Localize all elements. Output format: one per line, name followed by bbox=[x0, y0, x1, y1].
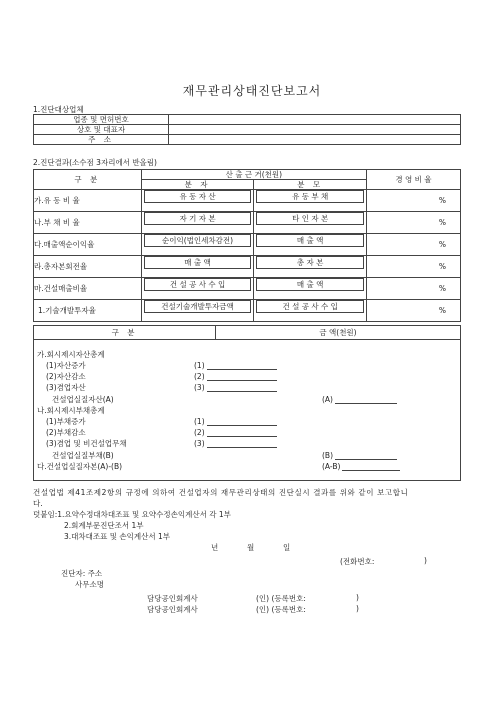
head-basis: 산 출 근 거(천원) bbox=[141, 170, 366, 180]
ratio-denominator: 유 동 부 채 bbox=[256, 190, 364, 203]
ratio-denominator: 매 출 액 bbox=[256, 234, 364, 247]
ratio-unit[interactable]: % bbox=[366, 234, 460, 256]
cpa-2-close: ) bbox=[356, 604, 359, 613]
cpa-1-close: ) bbox=[356, 593, 359, 602]
ratio-name: 라.총자본회전율 bbox=[34, 256, 142, 278]
head-numerator: 분 자 bbox=[141, 180, 254, 190]
cpa-1-seal: (인) (등록번호: bbox=[256, 594, 306, 603]
diagnoser-address: 진단자: 주소 bbox=[61, 569, 103, 578]
ratio-name: 나.부 채 비 율 bbox=[34, 212, 142, 234]
line-total-assets: 가.회시제시자산총계 bbox=[37, 350, 105, 359]
attachment-1: 덧붙임:1.요약수정대차대조표 및 요약수정손익계산서 각 1부 bbox=[33, 510, 231, 519]
page-title: 재무관리상태진단보고서 bbox=[182, 84, 322, 98]
value-company[interactable] bbox=[169, 125, 461, 135]
phone-label: (전화번호: bbox=[340, 557, 375, 566]
value-license[interactable] bbox=[169, 115, 461, 125]
entry-1[interactable]: (1) bbox=[194, 361, 277, 370]
cpa-2-seal: (인) (등록번호: bbox=[256, 605, 306, 614]
entry-3[interactable]: (3) bbox=[194, 383, 277, 392]
entry-4[interactable]: (1) bbox=[194, 417, 277, 426]
date-day: 일 bbox=[283, 543, 291, 552]
line-asset-decrease: (2)자산감소 bbox=[46, 372, 86, 381]
entry-2[interactable]: (2) bbox=[194, 372, 277, 381]
head-gubun: 구 분 bbox=[34, 170, 142, 190]
ratio-unit[interactable]: % bbox=[366, 256, 460, 278]
entry-5[interactable]: (2) bbox=[194, 428, 277, 437]
ratio-denominator: 타 인 자 본 bbox=[256, 212, 364, 225]
ratio-denominator: 총 자 본 bbox=[256, 256, 364, 269]
report-statement: 건설업법 제41조제2항의 규정에 의하여 건설업자의 재무관리상태의 진단실시 결과를 위와 같이 보고합니 bbox=[33, 488, 409, 497]
ratio-unit[interactable]: % bbox=[366, 300, 460, 322]
ratio-unit[interactable]: % bbox=[366, 212, 460, 234]
row-label-company: 상호 및 대표자 bbox=[34, 125, 169, 135]
head-gubun: 구 분 bbox=[34, 326, 216, 340]
attachment-3: 3.대차대조표 및 손익계산서 1부 bbox=[64, 532, 171, 541]
ratio-unit[interactable]: % bbox=[366, 278, 460, 300]
office-name: 사무소명 bbox=[75, 580, 104, 589]
line-real-capital: 다.건설업실질자본(A)-(B) bbox=[37, 462, 123, 471]
ratio-unit[interactable]: % bbox=[366, 190, 460, 212]
cpa-1-label: 담당공인회계사 bbox=[147, 594, 198, 603]
entry-6[interactable]: (3) bbox=[194, 439, 277, 448]
line-real-liabilities: 건설업실질부채(B) bbox=[52, 451, 114, 460]
phone-close: ) bbox=[424, 556, 427, 565]
line-real-assets: 건설업실질자산(A) bbox=[52, 395, 114, 404]
ratio-numerator: 건설기술개발투자금액 bbox=[144, 300, 252, 313]
ratio-name: 1.기술개발투자율 bbox=[34, 300, 142, 322]
entry-a[interactable]: (A) bbox=[322, 395, 397, 404]
ratio-numerator: 자 기 자 본 bbox=[144, 212, 252, 225]
line-liability-increase: (1)부채증가 bbox=[46, 417, 86, 426]
ratio-numerator: 매 출 액 bbox=[144, 256, 252, 269]
entry-a-b[interactable]: (A-B) bbox=[322, 462, 400, 471]
line-liability-decrease: (2)부채감소 bbox=[46, 428, 86, 437]
ratio-numerator: 건 설 공 사 수 입 bbox=[144, 278, 252, 291]
date-year: 년 bbox=[211, 543, 219, 552]
ratio-denominator: 건 설 공 사 수 입 bbox=[256, 300, 364, 313]
ratio-name: 가.유 동 비 율 bbox=[34, 190, 142, 212]
capital-table bbox=[33, 325, 461, 481]
line-total-liabilities: 나.회시제시부채총계 bbox=[37, 406, 105, 415]
cpa-2-label: 담당공인회계사 bbox=[147, 605, 198, 614]
value-address[interactable] bbox=[169, 135, 461, 145]
head-amount: 금 액(천원) bbox=[216, 326, 461, 340]
head-ratio: 경 영 비 율 bbox=[366, 170, 460, 190]
attachment-2: 2.회계부문진단조서 1부 bbox=[64, 521, 144, 530]
target-company-table bbox=[33, 114, 461, 145]
section1-label: 1.진단대상업체 bbox=[33, 105, 84, 114]
line-side-liabilities: (3)겸업 및 비건설업무채 bbox=[46, 439, 127, 448]
ratio-numerator: 유 동 자 산 bbox=[144, 190, 252, 203]
line-asset-increase: (1)자산증가 bbox=[46, 361, 86, 370]
diagnosis-result-table bbox=[33, 169, 461, 322]
row-label-address: 주 소 bbox=[34, 135, 169, 145]
line-side-assets: (3)겸업자산 bbox=[46, 383, 86, 392]
section2-label: 2.진단결과(소수점 3자리에서 반올림) bbox=[33, 158, 157, 167]
ratio-denominator: 매 출 액 bbox=[256, 278, 364, 291]
report-statement-end: 다. bbox=[33, 499, 43, 508]
row-label-license: 업종 및 면허번호 bbox=[34, 115, 169, 125]
ratio-numerator: 순이익(법인세차감전) bbox=[144, 234, 252, 247]
date-month: 월 bbox=[247, 543, 255, 552]
ratio-name: 다.매출액순이익율 bbox=[34, 234, 142, 256]
capital-body bbox=[34, 340, 461, 481]
entry-b[interactable]: (B) bbox=[322, 451, 397, 460]
ratio-name: 마.건설매출비율 bbox=[34, 278, 142, 300]
head-denominator: 분 모 bbox=[254, 180, 367, 190]
